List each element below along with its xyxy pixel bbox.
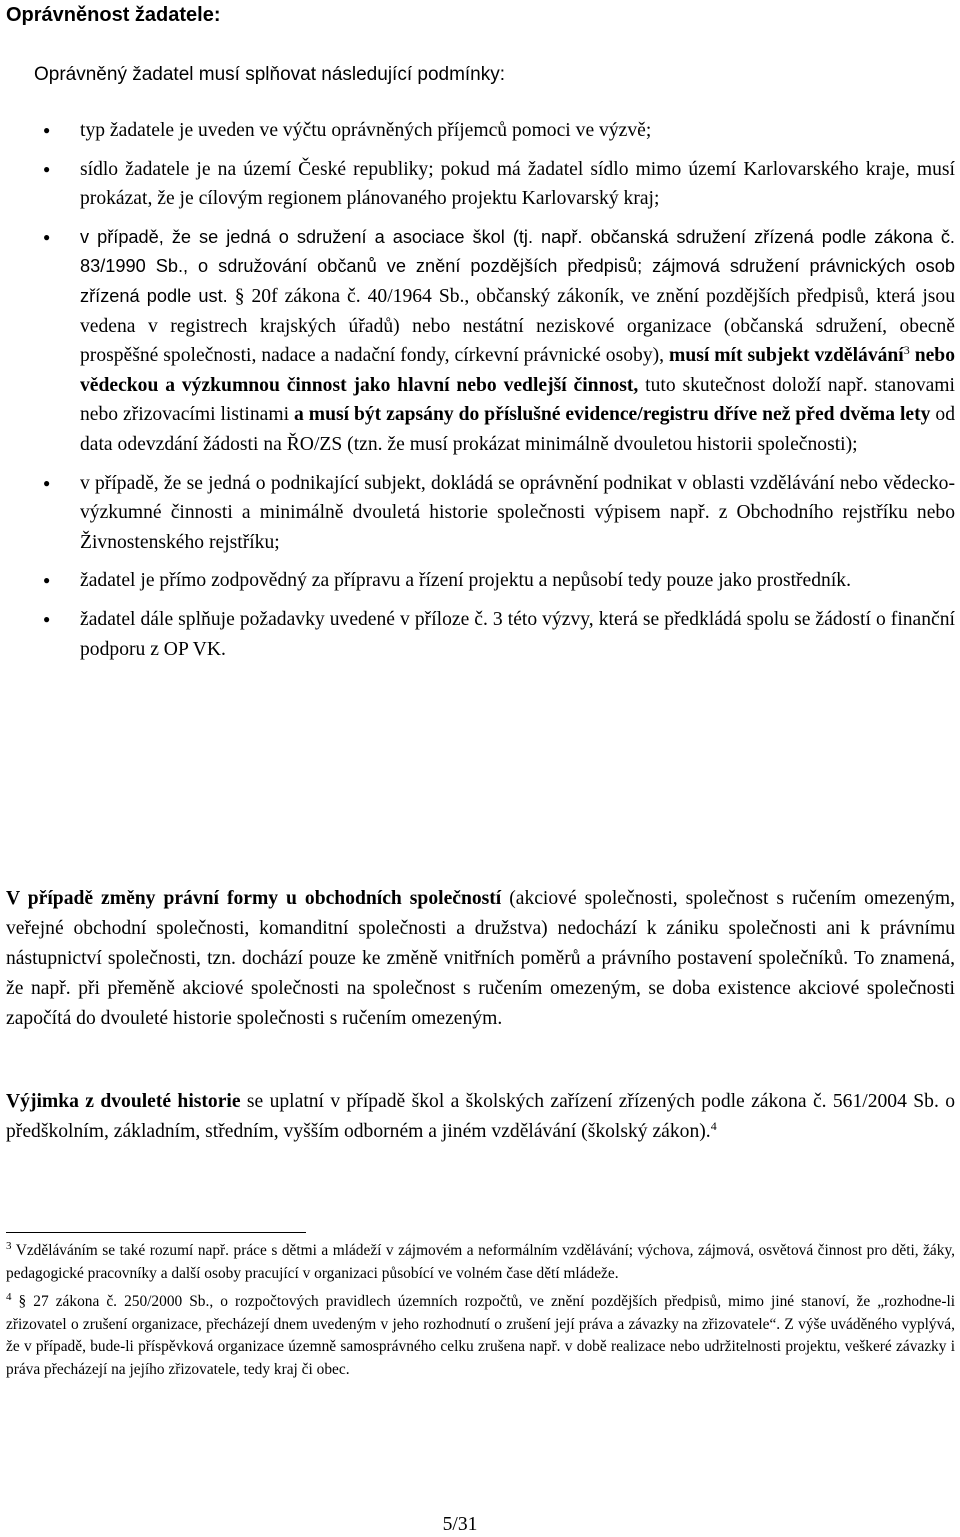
emphasis-text: Výjimka z dvouleté historie [6, 1091, 241, 1112]
paragraph-legal-form-change [6, 884, 955, 1034]
list-item-text: tuto skutečnost doloží např. stanovami nebo zřizovacími listinami [80, 374, 955, 426]
footnote-text: § 27 zákona č. 250/2000 Sb., o rozpočtových pravidlech územních rozpočtů, ve znění pozdějších předpisů, mimo jiné stanoví, že „rozhodne-li zřizovatel o zrušení organizace, přecházejí dnem uvedeným v jeho rozhodnutí o zrušení její práva a závazky na zřizovatele“. Z výše uváděného vyplývá, že v případě, bude-li příspěvková organizace územně samosprávného celku zrušena např. v době realizace nebo udržitelnosti projektu, veškeré závazky i práva přecházejí na jejího zřizovatele, tedy kraj či obec. [6, 1293, 955, 1378]
footnote-3 [6, 1240, 955, 1285]
bullet-icon: ● [43, 573, 51, 588]
list-item-text: žadatel je přímo zodpovědný za přípravu a řízení projektu a nepůsobí tedy pouze jako prostředník. [80, 570, 851, 592]
bullet-icon: ● [43, 611, 51, 626]
footnote-marker: 4 [6, 1291, 12, 1304]
list-item-text: § 20f zákona č. 40/1964 Sb., občanský zákoník, ve znění pozdějších předpisů, která jsou vedena v registrech krajských úřadů) nebo nestátní neziskové organizace (občanská sdružení, obecně prospěšné společnosti, nadace a nadační fondy, církevní právnické osoby), [80, 285, 955, 367]
list-item-text: sídlo žadatele je na území České republiky; pokud má žadatel sídlo mimo území Karlovarského kraje, musí prokázat, že je cílovým regionem plánovaného projektu Karlovarský kraj; [80, 158, 955, 210]
footnote-4 [6, 1291, 955, 1381]
footnote-marker: 3 [6, 1240, 12, 1252]
list-item-text: , o sdružování občanů ve znění pozdějších předpisů; zájmová sdružení právnických osob zřízená podle ust. [80, 256, 955, 306]
bullet-icon: ● [43, 475, 51, 490]
list-item [43, 155, 955, 214]
list-item [43, 223, 956, 460]
list-item-text: typ žadatele je uveden ve výčtu oprávněných příjemců pomoci ve výzvě; [80, 120, 652, 141]
list-item [43, 566, 955, 596]
paragraph-text: se uplatní v případě škol a školských zařízení zřízených podle zákona č. 561/2004 Sb. o předškolním, základním, středním, vyšším odborném a jiném vzdělávání (školský zákon). [6, 1091, 955, 1143]
emphasis-text: V případě změny právní formy u obchodních společností [6, 888, 502, 909]
bullet-icon: ● [43, 161, 51, 176]
list-item [43, 116, 955, 146]
list-item-text: od data odevzdání žádosti na ŘO/ZS (tzn. že musí prokázat minimálně dvouletou historii společnosti); [80, 404, 955, 455]
section-heading: Oprávněnost žadatele: [6, 4, 221, 26]
emphasis-text: a musí být zapsány do příslušné evidence/registru dříve než před dvěma lety [294, 404, 931, 426]
footnote-divider [6, 1232, 306, 1233]
footnotes [6, 1240, 955, 1382]
emphasis-text: musí mít subjekt vzdělávání [669, 345, 904, 367]
list-item-text: v případě, že se jedná o podnikající subjekt, dokládá se oprávnění podnikat v oblasti vzdělávání nebo vědecko-výzkumné činnosti a minimálně dvouletá historie společnosti výpisem např. z Obchodního rejstříku nebo Živnostenského rejstříku; [80, 472, 955, 553]
list-item [43, 469, 955, 558]
intro-text: Oprávněný žadatel musí splňovat následující podmínky: [34, 64, 506, 85]
footnote-ref-3[interactable]: 3 [903, 343, 910, 358]
page-number: 5/31 [442, 1514, 478, 1535]
paragraph-exception [6, 1087, 955, 1147]
list-item [43, 605, 955, 664]
list-item-text: v případě, že se jedná o sdružení a asociace škol (tj. např. občanská sdružení zřízená podle zákona č. 83/1990 Sb. [80, 226, 955, 277]
emphasis-text: nebo vědeckou a výzkumnou činnost jako hlavní nebo vedlejší činnost, [80, 345, 956, 396]
conditions-list [0, 116, 960, 664]
footnote-text: Vzděláváním se také rozumí např. práce s dětmi a mládeží v zájmovém a neformálním vzdělávání; výchova, zájmová, osvětová činnost pro děti, žáky, pedagogické pracovníky a další osoby pracující v organizaci působící ve volném čase dětí mládeže. [6, 1242, 955, 1282]
bullet-icon: ● [43, 123, 51, 137]
bullet-icon: ● [43, 229, 51, 244]
footnote-ref-4[interactable]: 4 [710, 1119, 717, 1134]
list-item-text: žadatel dále splňuje požadavky uvedené v příloze č. 3 této výzvy, která se předkládá spolu se žádostí o finanční podporu z OP VK. [80, 608, 955, 660]
paragraph-text: (akciové společnosti, společnost s ručením omezeným, veřejné obchodní společnosti, komanditní společnosti a družstva) nedochází k zániku společnosti ani k právnímu nástupnictví společnosti, tzn. dochází pouze ke změně vnitřních poměrů a právního postavení společníků. To znamená, že např. při přeměně akciové společnosti na společnost s ručením omezeným, se doba existence akciové společnosti započítá do dvouleté historie společnosti s ručením omezeným. [6, 888, 955, 1030]
